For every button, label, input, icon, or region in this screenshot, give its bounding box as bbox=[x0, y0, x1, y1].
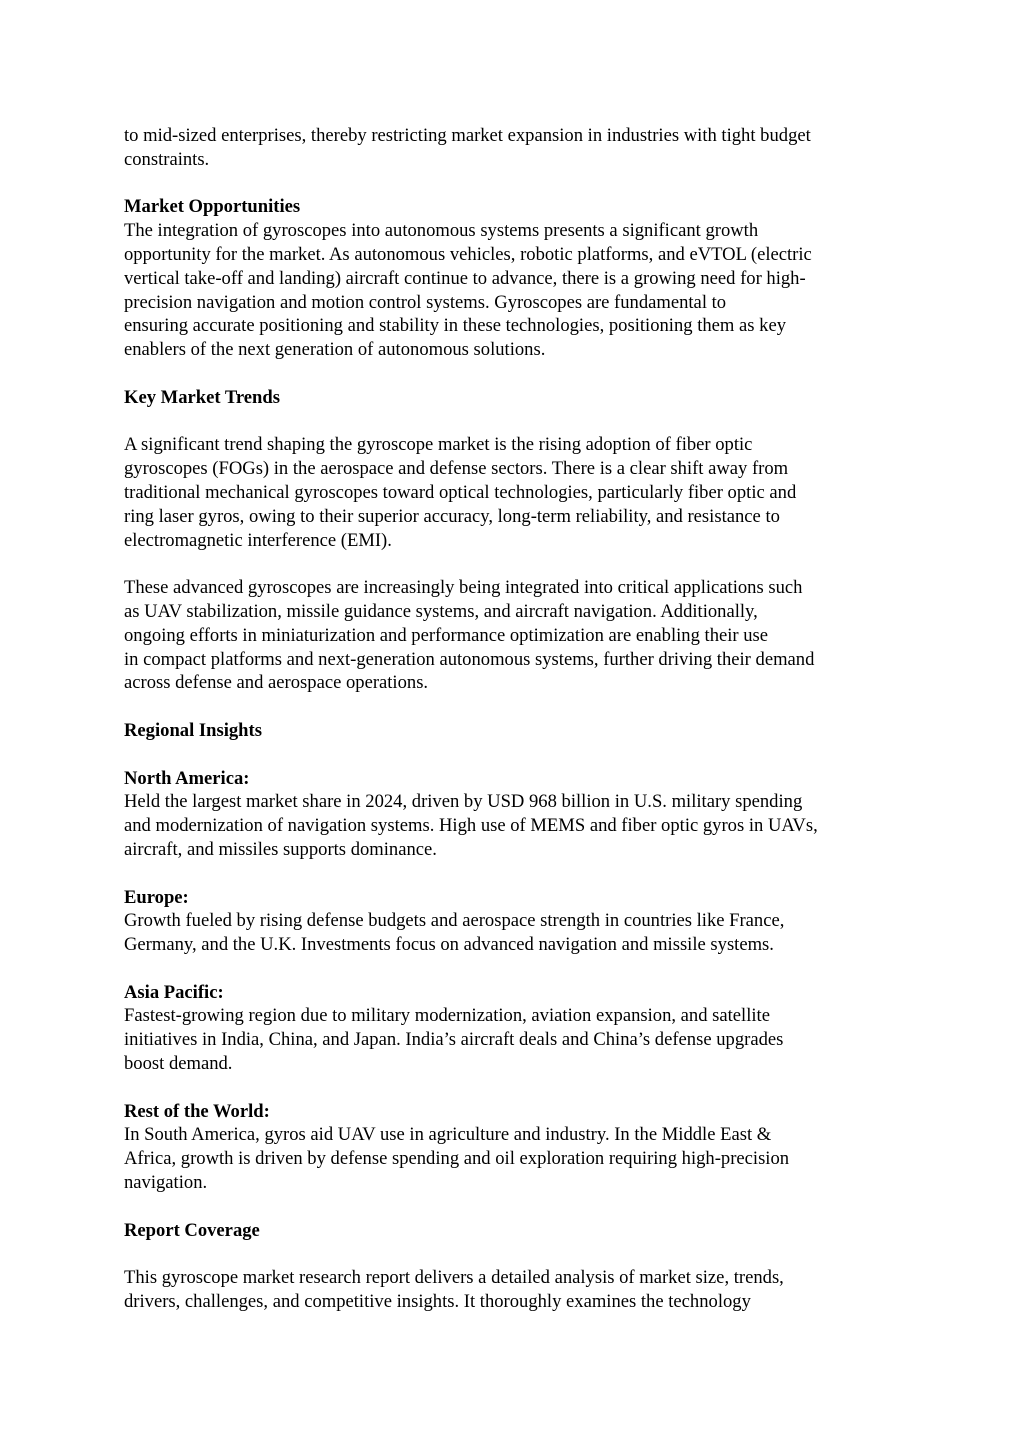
section-heading: Key Market Trends bbox=[124, 386, 280, 408]
section-heading: Report Coverage bbox=[124, 1219, 260, 1241]
text-line: to mid-sized enterprises, thereby restricting market expansion in industries with tight budget bbox=[124, 125, 811, 146]
europe-block bbox=[124, 886, 904, 957]
text-line: aircraft, and missiles supports dominance. bbox=[124, 838, 437, 860]
intro-paragraph bbox=[124, 124, 904, 172]
text-line: ring laser gyros, owing to their superior accuracy, long-term reliability, and resistance to bbox=[124, 505, 780, 527]
text-line: vertical take-off and landing) aircraft continue to advance, there is a growing need for high- bbox=[124, 267, 806, 289]
text-line: and modernization of navigation systems. High use of MEMS and fiber optic gyros in UAVs, bbox=[124, 815, 818, 837]
text-line: gyroscopes (FOGs) in the aerospace and defense sectors. There is a clear shift away from bbox=[124, 458, 789, 480]
text-line: The integration of gyroscopes into autonomous systems presents a significant growth bbox=[124, 220, 759, 242]
north-america-block bbox=[124, 767, 904, 862]
key-market-trends-section bbox=[124, 386, 904, 695]
subsection-heading: Asia Pacific: bbox=[124, 981, 224, 1003]
text-line: boost demand. bbox=[124, 1053, 233, 1075]
regional-insights-section bbox=[124, 719, 904, 1195]
text-line: This gyroscope market research report delivers a detailed analysis of market size, trends, bbox=[124, 1267, 784, 1289]
text-line: across defense and aerospace operations. bbox=[124, 672, 429, 694]
text-line: A significant trend shaping the gyroscope market is the rising adoption of fiber optic bbox=[124, 434, 753, 456]
section-heading: Market Opportunities bbox=[124, 196, 301, 218]
section-heading: Regional Insights bbox=[124, 719, 262, 741]
text-line: Growth fueled by rising defense budgets and aerospace strength in countries like France, bbox=[124, 910, 785, 932]
text-line: These advanced gyroscopes are increasingly being integrated into critical applications such bbox=[124, 577, 803, 599]
text-line: ongoing efforts in miniaturization and performance optimization are enabling their use bbox=[124, 624, 769, 646]
asia-pacific-block bbox=[124, 981, 904, 1076]
text-line: In South America, gyros aid UAV use in agriculture and industry. In the Middle East & bbox=[124, 1124, 772, 1146]
text-line: Africa, growth is driven by defense spending and oil exploration requiring high-precision bbox=[124, 1148, 790, 1170]
text-line: enablers of the next generation of autonomous solutions. bbox=[124, 339, 546, 361]
text-line: navigation. bbox=[124, 1172, 208, 1194]
text-line: ensuring accurate positioning and stability in these technologies, positioning them as key bbox=[124, 315, 787, 337]
text-line: Fastest-growing region due to military modernization, aviation expansion, and satellite bbox=[124, 1005, 770, 1027]
text-line: Germany, and the U.K. Investments focus on advanced navigation and missile systems. bbox=[124, 934, 774, 956]
text-line: as UAV stabilization, missile guidance systems, and aircraft navigation. Additionally, bbox=[124, 600, 758, 622]
report-coverage-section bbox=[124, 1219, 904, 1314]
text-line: drivers, challenges, and competitive insights. It thoroughly examines the technology bbox=[124, 1291, 751, 1313]
text-line: precision navigation and motion control systems. Gyroscopes are fundamental to bbox=[124, 291, 727, 313]
subsection-heading: Rest of the World: bbox=[124, 1100, 270, 1122]
document-page bbox=[124, 124, 904, 1314]
text-line: Held the largest market share in 2024, driven by USD 968 billion in U.S. military spending bbox=[124, 791, 803, 813]
text-line: initiatives in India, China, and Japan. India’s aircraft deals and China’s defense upgrades bbox=[124, 1029, 784, 1051]
subsection-heading: North America: bbox=[124, 767, 250, 789]
text-line: opportunity for the market. As autonomous vehicles, robotic platforms, and eVTOL (electric bbox=[124, 243, 812, 265]
subsection-heading: Europe: bbox=[124, 886, 189, 908]
rest-of-world-block bbox=[124, 1100, 904, 1195]
text-line: in compact platforms and next-generation autonomous systems, further driving their demand bbox=[124, 648, 815, 670]
text-line: constraints. bbox=[124, 148, 210, 170]
text-line: electromagnetic interference (EMI). bbox=[124, 529, 392, 551]
text-line: traditional mechanical gyroscopes toward optical technologies, particularly fiber optic and bbox=[124, 481, 797, 503]
market-opportunities-section bbox=[124, 195, 904, 362]
